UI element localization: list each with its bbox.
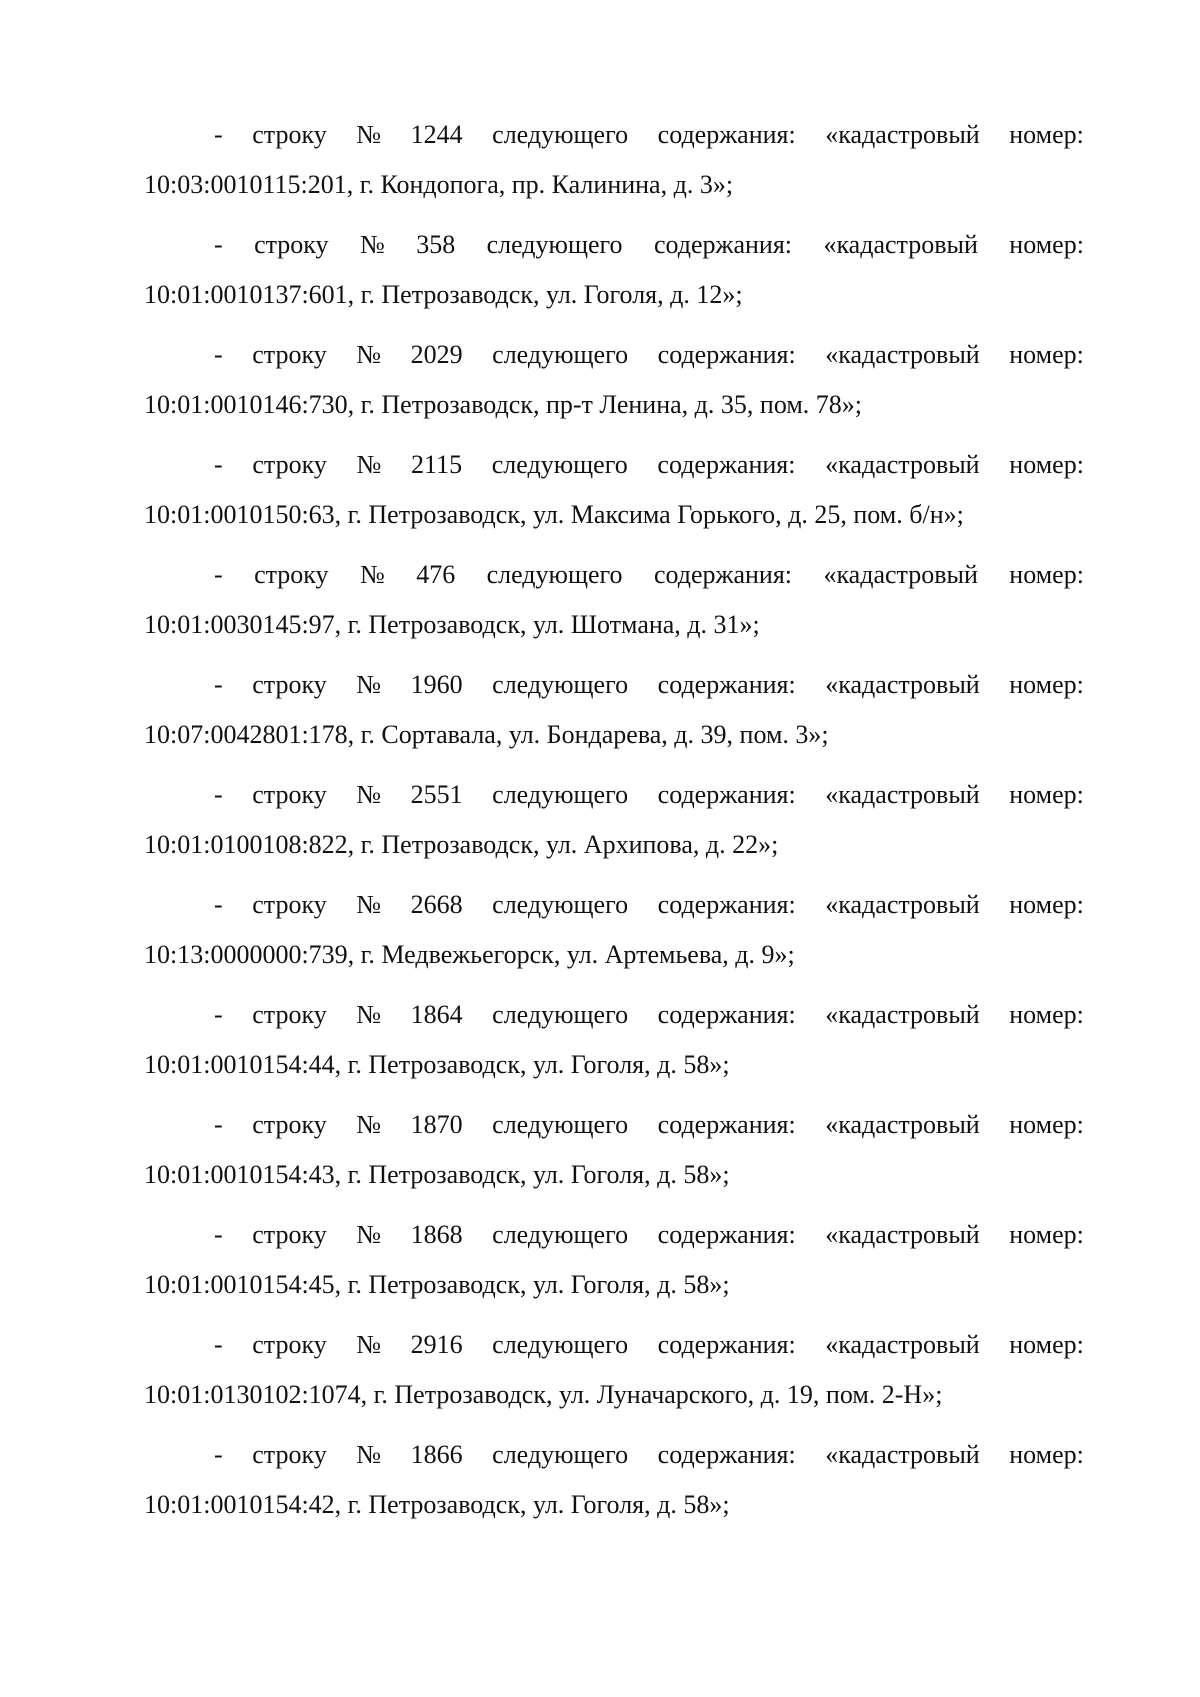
- entry-word: следующего: [492, 1330, 629, 1359]
- list-item: [144, 1320, 1084, 1430]
- entry-row-number: 2115: [411, 450, 463, 479]
- entry-word: «кадастровый: [823, 560, 978, 589]
- entry-first-line: [144, 1210, 1084, 1260]
- entry-word: строку: [252, 450, 327, 479]
- entry-word: содержания:: [657, 1220, 796, 1249]
- entry-word: строку: [254, 560, 329, 589]
- entry-word: номер:: [1009, 1440, 1084, 1469]
- entry-row-number: 1866: [410, 1440, 463, 1469]
- entry-row-number: 2668: [410, 890, 463, 919]
- entry-word: «кадастровый: [825, 1330, 980, 1359]
- entry-first-line: [144, 440, 1084, 490]
- entry-cadastral-line: 10:01:0010137:601, г. Петрозаводск, ул. Гоголя, д. 12»;: [144, 280, 743, 309]
- entry-first-line: [144, 880, 1084, 930]
- entry-first-line: [144, 770, 1084, 820]
- entry-row-number: 2916: [410, 1330, 463, 1359]
- entry-word: содержания:: [657, 780, 796, 809]
- entry-word: строку: [252, 670, 327, 699]
- entry-word: следующего: [491, 450, 628, 479]
- entry-row-number: 1244: [410, 120, 463, 149]
- entry-word: следующего: [486, 560, 623, 589]
- list-item: [144, 880, 1084, 990]
- entry-word: следующего: [492, 890, 629, 919]
- entry-word: «кадастровый: [825, 1440, 980, 1469]
- entry-list: [144, 110, 1084, 1540]
- entry-number-sign: №: [359, 230, 385, 259]
- entry-first-line: [144, 660, 1084, 710]
- entry-word: номер:: [1009, 120, 1084, 149]
- entry-word: содержания:: [653, 560, 793, 589]
- entry-word: номер:: [1009, 1220, 1084, 1249]
- entry-first-line: [144, 110, 1084, 160]
- entry-word: «кадастровый: [825, 1000, 980, 1029]
- entry-word: содержания:: [657, 670, 796, 699]
- entry-first-line: [144, 1100, 1084, 1150]
- entry-cadastral-line: 10:01:0010146:730, г. Петрозаводск, пр-т Ленина, д. 35, пом. 78»;: [144, 390, 862, 419]
- list-item: [144, 220, 1084, 330]
- entry-word: следующего: [492, 1440, 629, 1469]
- entry-number-sign: №: [356, 780, 382, 809]
- entry-cadastral-line: 10:07:0042801:178, г. Сортавала, ул. Бондарева, д. 39, пом. 3»;: [144, 720, 829, 749]
- entry-number-sign: №: [356, 1440, 382, 1469]
- list-item: [144, 1210, 1084, 1320]
- entry-word: строку: [252, 340, 327, 369]
- entry-word: содержания:: [657, 1000, 796, 1029]
- entry-cadastral-line: 10:03:0010115:201, г. Кондопога, пр. Калинина, д. 3»;: [144, 170, 734, 199]
- entry-number-sign: №: [356, 1110, 382, 1139]
- entry-dash: -: [214, 560, 223, 589]
- entry-row-number: 1870: [410, 1110, 463, 1139]
- entry-word: содержания:: [657, 450, 796, 479]
- entry-word: номер:: [1009, 1000, 1084, 1029]
- entry-row-number: 358: [416, 230, 456, 259]
- entry-dash: -: [214, 1110, 223, 1139]
- entry-row-number: 1868: [410, 1220, 463, 1249]
- entry-dash: -: [214, 120, 223, 149]
- entry-word: содержания:: [657, 340, 796, 369]
- list-item: [144, 770, 1084, 880]
- entry-number-sign: №: [356, 120, 382, 149]
- entry-word: следующего: [492, 120, 629, 149]
- list-item: [144, 550, 1084, 660]
- entry-number-sign: №: [356, 670, 382, 699]
- entry-number-sign: №: [356, 1220, 382, 1249]
- entry-word: номер:: [1009, 450, 1084, 479]
- entry-word: строку: [254, 230, 329, 259]
- entry-number-sign: №: [356, 890, 382, 919]
- entry-first-line: [144, 330, 1084, 380]
- entry-word: «кадастровый: [825, 1220, 980, 1249]
- entry-word: содержания:: [657, 120, 796, 149]
- list-item: [144, 1100, 1084, 1210]
- list-item: [144, 1430, 1084, 1540]
- entry-word: строку: [252, 1220, 327, 1249]
- entry-cadastral-line: 10:01:0010154:42, г. Петрозаводск, ул. Гоголя, д. 58»;: [144, 1490, 730, 1519]
- entry-dash: -: [214, 1440, 223, 1469]
- entry-word: номер:: [1009, 890, 1084, 919]
- entry-first-line: [144, 990, 1084, 1040]
- entry-word: строку: [252, 890, 327, 919]
- entry-word: строку: [252, 1110, 327, 1139]
- entry-word: содержания:: [657, 1330, 796, 1359]
- entry-dash: -: [214, 230, 223, 259]
- entry-word: следующего: [492, 1220, 629, 1249]
- entry-cadastral-line: 10:01:0010154:44, г. Петрозаводск, ул. Гоголя, д. 58»;: [144, 1050, 730, 1079]
- entry-row-number: 476: [416, 560, 456, 589]
- entry-number-sign: №: [356, 1000, 382, 1029]
- entry-word: строку: [252, 1000, 327, 1029]
- entry-word: «кадастровый: [825, 780, 980, 809]
- entry-dash: -: [214, 890, 223, 919]
- list-item: [144, 660, 1084, 770]
- entry-cadastral-line: 10:01:0130102:1074, г. Петрозаводск, ул. Луначарского, д. 19, пом. 2-Н»;: [144, 1380, 943, 1409]
- entry-word: следующего: [492, 1000, 629, 1029]
- entry-word: «кадастровый: [825, 340, 980, 369]
- entry-row-number: 2029: [410, 340, 463, 369]
- entry-word: номер:: [1009, 780, 1084, 809]
- entry-word: «кадастровый: [825, 120, 980, 149]
- entry-word: следующего: [492, 670, 629, 699]
- entry-word: «кадастровый: [825, 890, 980, 919]
- entry-word: «кадастровый: [823, 230, 978, 259]
- entry-number-sign: №: [356, 1330, 382, 1359]
- entry-word: «кадастровый: [825, 670, 980, 699]
- entry-word: содержания:: [657, 1110, 796, 1139]
- list-item: [144, 990, 1084, 1100]
- entry-word: следующего: [492, 340, 629, 369]
- entry-cadastral-line: 10:13:0000000:739, г. Медвежьегорск, ул. Артемьева, д. 9»;: [144, 940, 795, 969]
- entry-number-sign: №: [359, 560, 385, 589]
- entry-word: следующего: [492, 1110, 629, 1139]
- entry-number-sign: №: [356, 450, 382, 479]
- entry-word: содержания:: [657, 1440, 796, 1469]
- entry-word: строку: [252, 1440, 327, 1469]
- entry-row-number: 1864: [410, 1000, 463, 1029]
- entry-first-line: [144, 220, 1084, 270]
- entry-word: номер:: [1009, 340, 1084, 369]
- entry-dash: -: [214, 1220, 223, 1249]
- entry-dash: -: [214, 780, 223, 809]
- entry-cadastral-line: 10:01:0030145:97, г. Петрозаводск, ул. Шотмана, д. 31»;: [144, 610, 760, 639]
- entry-word: содержания:: [653, 230, 793, 259]
- entry-row-number: 1960: [410, 670, 463, 699]
- list-item: [144, 440, 1084, 550]
- entry-word: номер:: [1009, 230, 1084, 259]
- entry-first-line: [144, 550, 1084, 600]
- entry-word: номер:: [1009, 1110, 1084, 1139]
- entry-number-sign: №: [356, 340, 382, 369]
- entry-word: следующего: [486, 230, 623, 259]
- entry-word: номер:: [1009, 560, 1084, 589]
- list-item: [144, 110, 1084, 220]
- entry-cadastral-line: 10:01:0010154:45, г. Петрозаводск, ул. Гоголя, д. 58»;: [144, 1270, 730, 1299]
- entry-dash: -: [214, 450, 223, 479]
- entry-word: следующего: [492, 780, 629, 809]
- entry-word: содержания:: [657, 890, 796, 919]
- entry-word: номер:: [1009, 1330, 1084, 1359]
- entry-first-line: [144, 1320, 1084, 1370]
- entry-cadastral-line: 10:01:0010150:63, г. Петрозаводск, ул. Максима Горького, д. 25, пом. б/н»;: [144, 500, 964, 529]
- entry-dash: -: [214, 1000, 223, 1029]
- entry-word: строку: [252, 780, 327, 809]
- list-item: [144, 330, 1084, 440]
- entry-dash: -: [214, 1330, 223, 1359]
- entry-cadastral-line: 10:01:0010154:43, г. Петрозаводск, ул. Гоголя, д. 58»;: [144, 1160, 730, 1189]
- entry-word: строку: [252, 1330, 327, 1359]
- entry-word: «кадастровый: [825, 450, 980, 479]
- entry-row-number: 2551: [410, 780, 463, 809]
- entry-dash: -: [214, 340, 223, 369]
- entry-first-line: [144, 1430, 1084, 1480]
- entry-cadastral-line: 10:01:0100108:822, г. Петрозаводск, ул. Архипова, д. 22»;: [144, 830, 779, 859]
- entry-word: «кадастровый: [825, 1110, 980, 1139]
- entry-word: номер:: [1009, 670, 1084, 699]
- entry-word: строку: [252, 120, 327, 149]
- entry-dash: -: [214, 670, 223, 699]
